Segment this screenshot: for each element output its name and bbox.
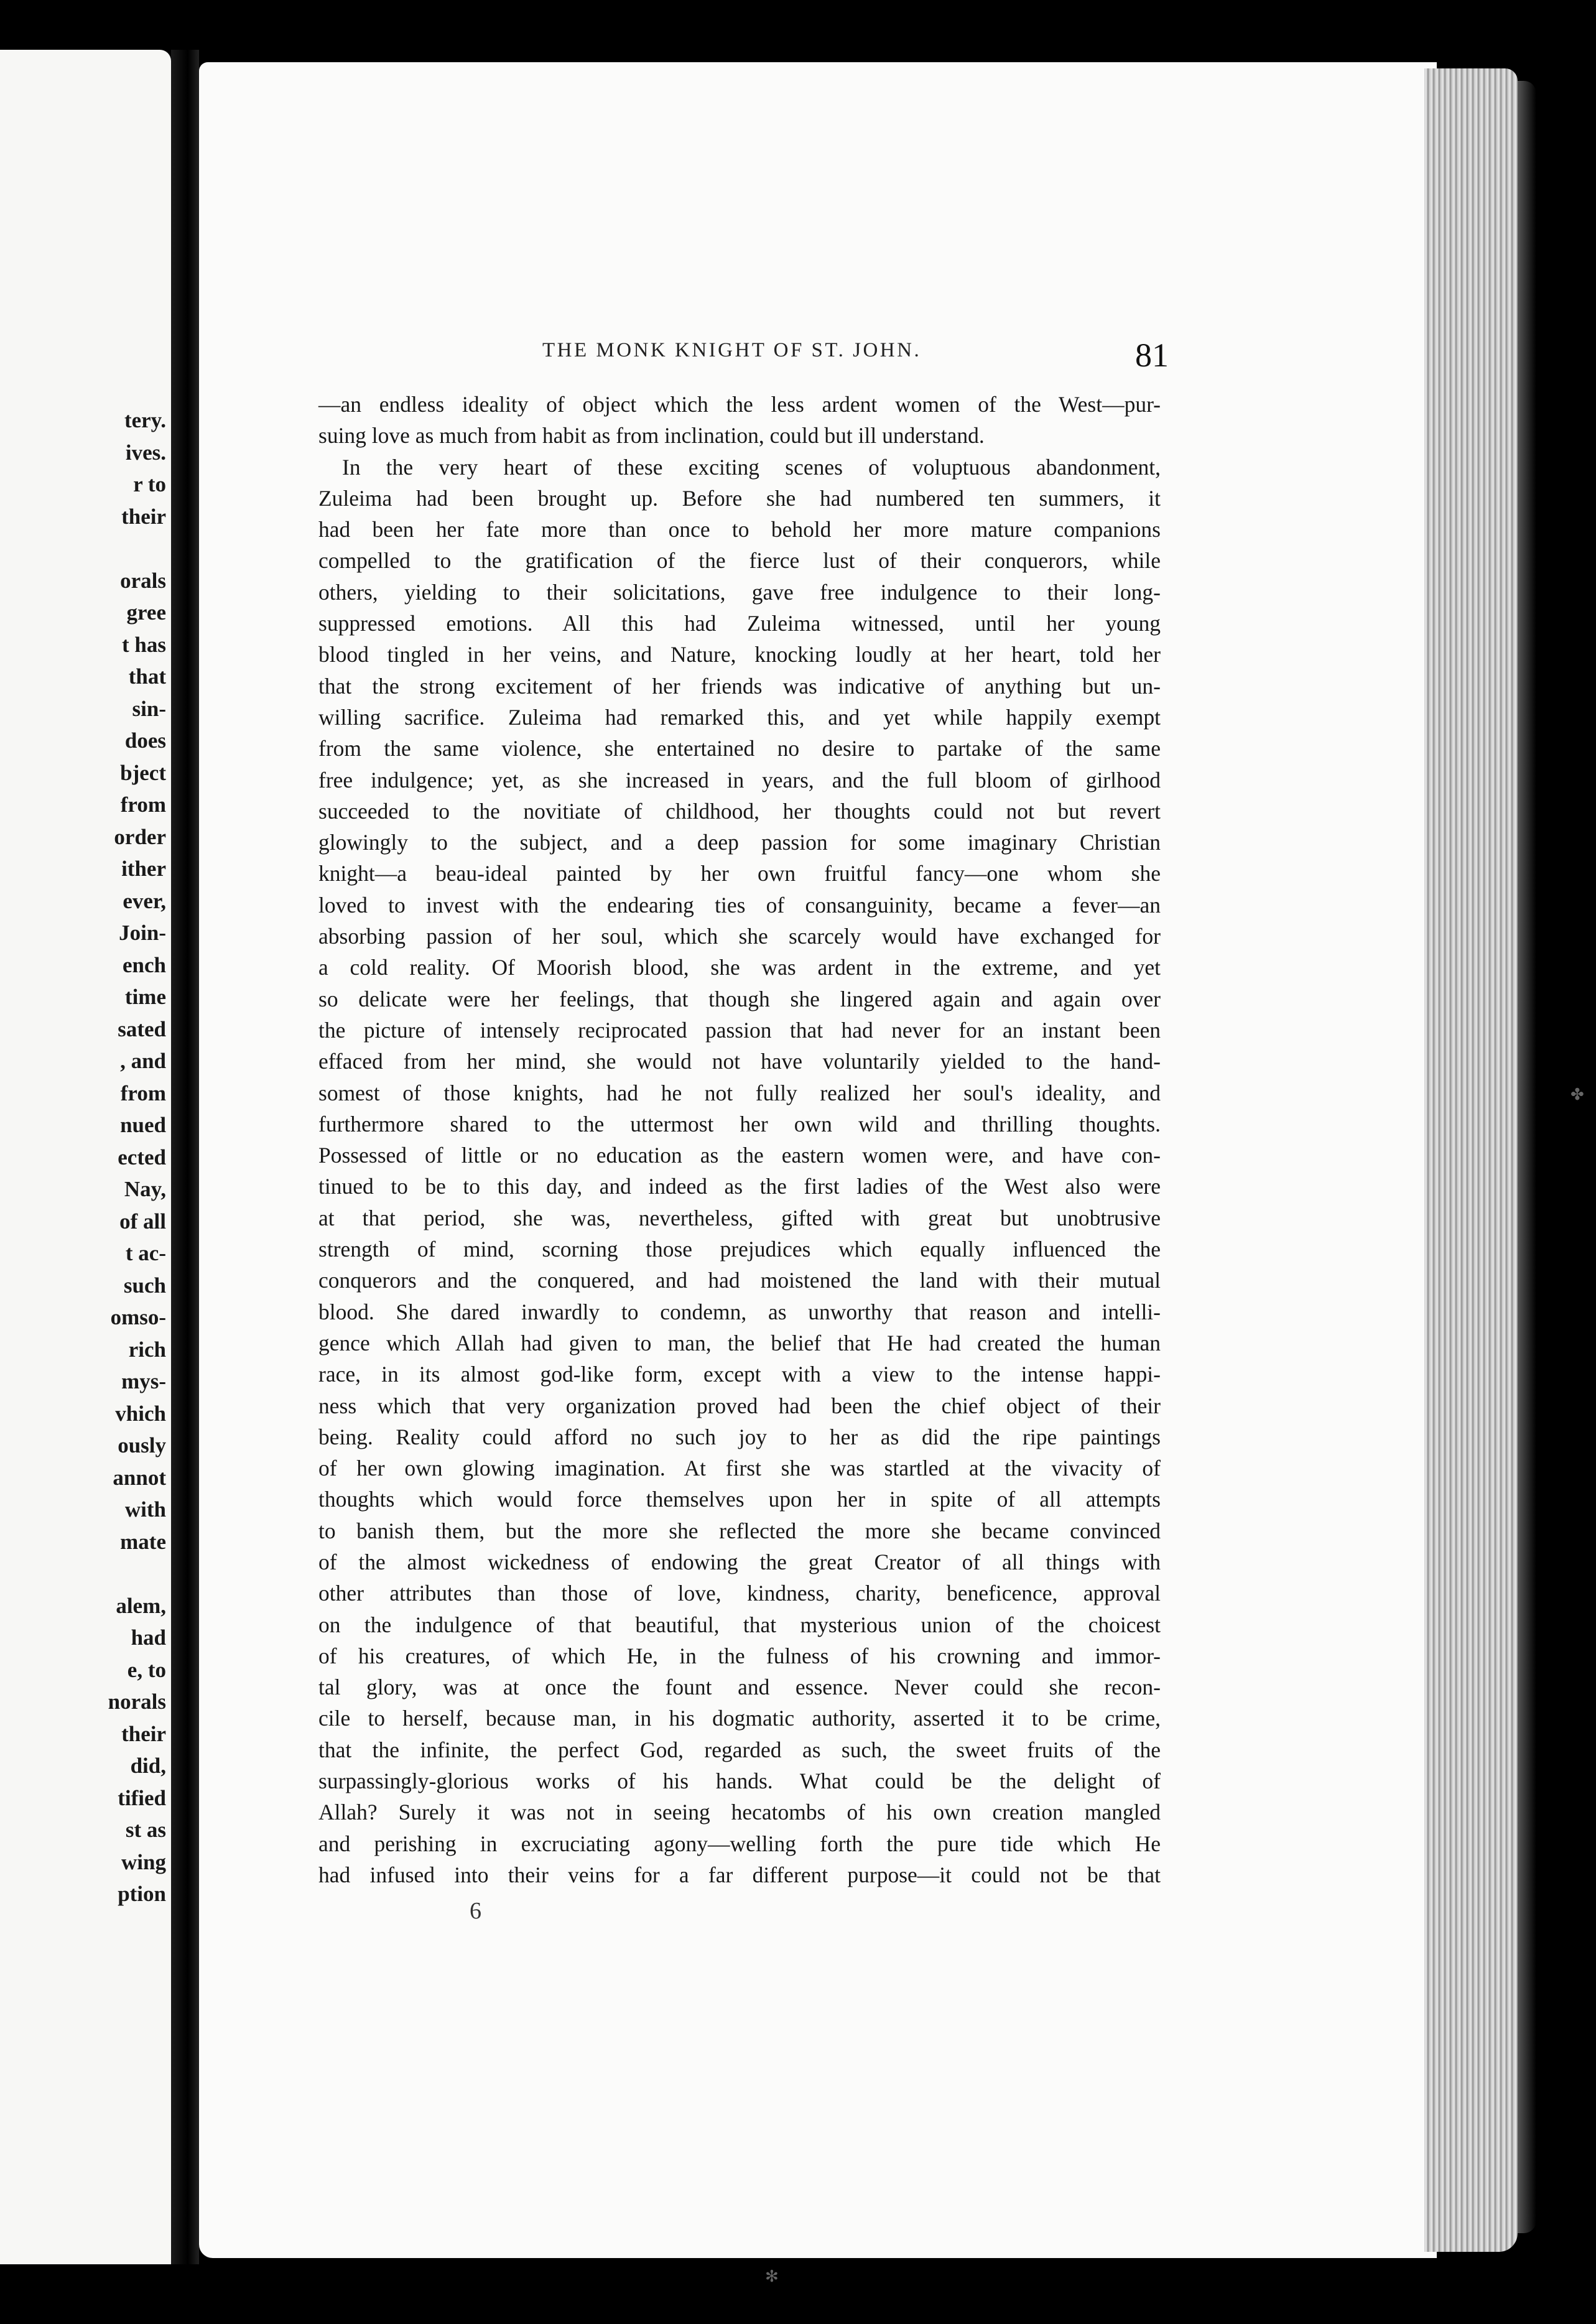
text-line: tal glory, was at once the fount and essence. Never could she recon- bbox=[318, 1675, 1161, 1700]
left-page-line: had bbox=[131, 1625, 166, 1650]
left-page-line: vhich bbox=[115, 1401, 166, 1426]
left-page-line-ends bbox=[108, 404, 166, 1910]
text-line: of the almost wickedness of endowing the great Creator of all things with bbox=[318, 1549, 1161, 1574]
left-page-line: that bbox=[128, 664, 166, 689]
text-line: from the same violence, she entertained no desire to partake of the same bbox=[318, 736, 1161, 761]
text-line: In the very heart of these exciting scenes of voluptuous abandonment, bbox=[342, 454, 1161, 480]
text-line: glowingly to the subject, and a deep passion for some imaginary Christian bbox=[318, 830, 1161, 855]
left-page-line: Join- bbox=[119, 921, 166, 945]
left-page-line bbox=[108, 532, 166, 565]
page-edge-shadow bbox=[1518, 81, 1536, 2233]
left-page-line: annot bbox=[113, 1465, 166, 1490]
text-line: conquerors and the conquered, and had moistened the land with their mutual bbox=[318, 1268, 1161, 1293]
text-line: Possessed of little or no education as the eastern women were, and have con- bbox=[318, 1143, 1161, 1168]
text-line: Zuleima had been brought up. Before she had numbered ten summers, it bbox=[318, 485, 1161, 511]
left-page-line: sated bbox=[118, 1016, 166, 1041]
text-line: somest of those knights, had he not fully realized her soul's ideality, and bbox=[318, 1080, 1161, 1105]
left-page-line: norals bbox=[108, 1690, 166, 1714]
left-facing-page bbox=[0, 50, 171, 2264]
left-page-line: nued bbox=[120, 1113, 166, 1137]
left-page-line: bject bbox=[120, 760, 166, 785]
text-line: suppressed emotions. All this had Zuleima witnessed, until her young bbox=[318, 611, 1161, 636]
left-page-line: mate bbox=[120, 1529, 166, 1554]
left-page-line: orals bbox=[120, 568, 166, 593]
text-line: of her own glowing imagination. At first she was startled at the vivacity of bbox=[318, 1456, 1161, 1481]
left-page-line: gree bbox=[126, 600, 166, 625]
text-line: succeeded to the novitiate of childhood, her thoughts could not but revert bbox=[318, 798, 1161, 824]
text-line: loved to invest with the endearing ties of consanguinity, became a fever—an bbox=[318, 892, 1161, 918]
text-line: the picture of intensely reciprocated passion that had never for an instant been bbox=[318, 1017, 1161, 1043]
left-page-line: their bbox=[121, 504, 166, 529]
text-line: surpassingly-glorious works of his hands. What could be the delight of bbox=[318, 1769, 1161, 1794]
text-line: free indulgence; yet, as she increased in years, and the full bloom of girlhood bbox=[318, 767, 1161, 792]
text-line: —an endless ideality of object which the less ardent women of the West—pur- bbox=[318, 392, 1161, 417]
text-line: knight—a beau-ideal painted by her own fruitful fancy—one whom she bbox=[318, 861, 1161, 886]
text-line: others, yielding to their solicitations, gave free indulgence to their long- bbox=[318, 579, 1161, 605]
left-page-line: did, bbox=[130, 1754, 166, 1778]
left-page-line: sin- bbox=[132, 696, 166, 721]
left-page-line: from bbox=[120, 792, 166, 817]
text-line: willing sacrifice. Zuleima had remarked this, and yet while happily exempt bbox=[318, 704, 1161, 730]
running-head: THE MONK KNIGHT OF ST. JOHN. bbox=[542, 339, 922, 361]
left-page-line: ption bbox=[118, 1882, 166, 1906]
text-line: blood. She dared inwardly to condemn, as unworthy that reason and intelli- bbox=[318, 1299, 1161, 1324]
text-line: suing love as much from habit as from inclination, could but ill understand. bbox=[318, 423, 985, 449]
left-page-line: mys- bbox=[121, 1369, 166, 1393]
text-line: race, in its almost god-like form, except with a view to the intense happi- bbox=[318, 1362, 1161, 1387]
text-line: tinued to be to this day, and indeed as the first ladies of the West also were bbox=[318, 1174, 1161, 1199]
left-page-line: with bbox=[124, 1497, 166, 1522]
text-line: Allah? Surely it was not in seeing hecatombs of his own creation mangled bbox=[318, 1800, 1161, 1825]
left-page-line: wing bbox=[121, 1849, 166, 1874]
left-page-line: ected bbox=[118, 1145, 166, 1169]
scan-speck: ✻ bbox=[765, 2267, 779, 2285]
text-line: to banish them, but the more she reflected the more she became convinced bbox=[318, 1518, 1161, 1543]
left-page-line: ously bbox=[118, 1433, 166, 1457]
left-page-line: of all bbox=[119, 1209, 166, 1234]
text-line: compelled to the gratification of the fierce lust of their conquerors, while bbox=[318, 548, 1161, 574]
left-page-line: e, to bbox=[127, 1657, 166, 1682]
left-page-line: their bbox=[121, 1721, 166, 1746]
text-line: effaced from her mind, she would not have voluntarily yielded to the hand- bbox=[318, 1049, 1161, 1074]
left-page-line: such bbox=[123, 1273, 166, 1298]
left-page-line: r to bbox=[133, 472, 166, 496]
scan-speck: ✤ bbox=[1570, 1085, 1584, 1104]
text-line: a cold reality. Of Moorish blood, she was ardent in the extreme, and yet bbox=[318, 955, 1161, 980]
text-line: blood tingled in her veins, and Nature, knocking loudly at her heart, told her bbox=[318, 642, 1161, 667]
page-number: 81 bbox=[1135, 337, 1169, 374]
text-line: absorbing passion of her soul, which she scarcely would have exchanged for bbox=[318, 924, 1161, 949]
left-page-line: tified bbox=[118, 1785, 166, 1810]
signature-mark: 6 bbox=[470, 1898, 481, 1924]
left-page-line: t has bbox=[122, 632, 166, 657]
text-line: being. Reality could afford no such joy to her as did the ripe paintings bbox=[318, 1424, 1161, 1449]
left-page-line: , and bbox=[120, 1049, 166, 1073]
left-page-line bbox=[108, 1558, 166, 1590]
text-line: had infused into their veins for a far different purpose—it could not be that bbox=[318, 1862, 1161, 1887]
text-line: furthermore shared to the uttermost her own wild and thrilling thoughts. bbox=[318, 1111, 1161, 1136]
text-line: had been her fate more than once to behold her more mature companions bbox=[318, 517, 1161, 542]
left-page-line: ither bbox=[121, 857, 166, 881]
left-page-line: ives. bbox=[125, 440, 166, 465]
text-line: and perishing in excruciating agony—welling forth the pure tide which He bbox=[318, 1831, 1161, 1856]
page-block-edge bbox=[1424, 68, 1518, 2252]
text-line: gence which Allah had given to man, the belief that He had created the human bbox=[318, 1330, 1161, 1355]
text-line: at that period, she was, nevertheless, gifted with great but unobtrusive bbox=[318, 1205, 1161, 1230]
body-text bbox=[318, 389, 1161, 1890]
text-line: that the strong excitement of her friends was indicative of anything but un- bbox=[318, 673, 1161, 699]
text-line: so delicate were her feelings, that though she lingered again and again over bbox=[318, 986, 1161, 1011]
text-line: strength of mind, scorning those prejudices which equally influenced the bbox=[318, 1237, 1161, 1262]
text-line: other attributes than those of love, kindness, charity, beneficence, approval bbox=[318, 1581, 1161, 1606]
left-page-line: time bbox=[124, 985, 166, 1009]
left-page-line: t ac- bbox=[125, 1241, 166, 1265]
text-line: cile to herself, because man, in his dogmatic authority, asserted it to be crime, bbox=[318, 1706, 1161, 1731]
left-page-line: tery. bbox=[124, 408, 166, 432]
left-page-line: ever, bbox=[123, 888, 166, 913]
text-line: ness which that very organization proved had been the chief object of their bbox=[318, 1393, 1161, 1418]
text-line: that the infinite, the perfect God, regarded as such, the sweet fruits of the bbox=[318, 1737, 1161, 1762]
text-line: on the indulgence of that beautiful, that mysterious union of the choicest bbox=[318, 1612, 1161, 1637]
left-page-line: Nay, bbox=[124, 1177, 166, 1201]
left-page-line: order bbox=[114, 824, 166, 849]
left-page-line: alem, bbox=[116, 1593, 166, 1618]
left-page-line: from bbox=[120, 1081, 166, 1105]
left-page-line: omso- bbox=[110, 1305, 166, 1329]
left-page-line: rich bbox=[128, 1337, 166, 1362]
text-line: thoughts which would force themselves upon her in spite of all attempts bbox=[318, 1487, 1161, 1512]
left-page-line: ench bbox=[123, 952, 166, 977]
book-gutter bbox=[171, 50, 199, 2264]
text-line: of his creatures, of which He, in the fulness of his crowning and immor- bbox=[318, 1643, 1161, 1668]
left-page-line: st as bbox=[125, 1818, 166, 1842]
left-page-line: does bbox=[124, 728, 166, 753]
